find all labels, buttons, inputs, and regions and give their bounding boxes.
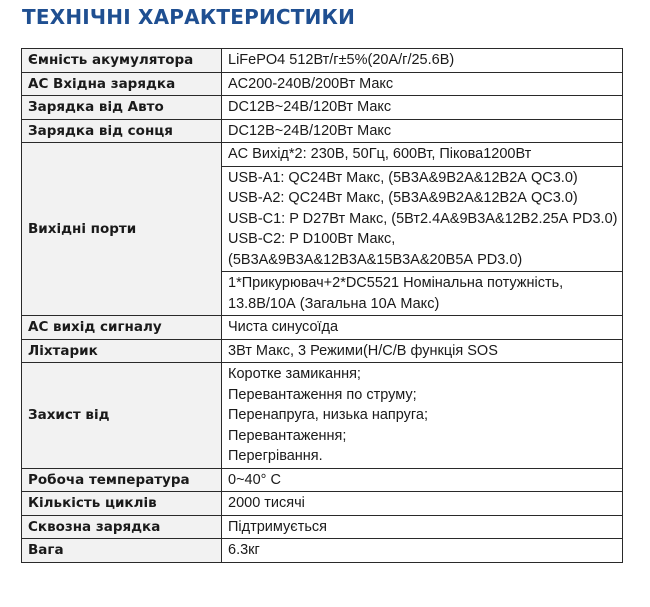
row-value: AC200-240В/200Вт Макс xyxy=(222,72,623,96)
table-row xyxy=(22,539,623,563)
output-ports-label: Вихідні порти xyxy=(22,143,222,316)
row-value: 3Вт Макс, 3 Режими(Н/С/В функція SOS xyxy=(222,339,623,363)
output-dc-value xyxy=(222,272,623,316)
usb-c2-line: USB-C2: P D100Вт Макс, xyxy=(228,231,396,247)
table-row xyxy=(22,492,623,516)
row-value: LiFePO4 512Вт/г±5%(20А/г/25.6В) xyxy=(222,49,623,73)
table-row-protection xyxy=(22,363,623,469)
row-value: 2000 тисячі xyxy=(222,492,623,516)
row-value: Чиста синусоїда xyxy=(222,316,623,340)
dc-output-text: 1*Прикурювач+2*DC5521 Номінальна потужність, 13.8В/10А (Загальна 10А Макс) xyxy=(228,275,564,312)
protection-item: Перевантаження; xyxy=(228,427,347,444)
row-label: Зарядка від сонця xyxy=(22,119,222,143)
row-value: DC12В~24В/120Вт Макс xyxy=(222,96,623,120)
usb-c2-detail-line: (5В3А&9В3А&12В3А&15В3А&20В5А PD3.0) xyxy=(228,251,523,268)
row-label: Ємність акумулятора xyxy=(22,49,222,73)
row-value: Підтримується xyxy=(222,515,623,539)
table-row xyxy=(22,339,623,363)
protection-item: Перевантаження по струму; xyxy=(228,386,417,403)
page-title: ТЕХНІЧНІ ХАРАКТЕРИСТИКИ xyxy=(22,5,356,29)
row-value: 6.3кг xyxy=(222,539,623,563)
protection-item: Перегрівання. xyxy=(228,448,323,464)
protection-label: Захист від xyxy=(22,363,222,469)
row-value: 0~40° С xyxy=(222,468,623,492)
table-row-output-ac xyxy=(22,143,623,167)
table-row xyxy=(22,119,623,143)
table-row xyxy=(22,49,623,73)
usb-a2-line: USB-A2: QC24Вт Макс, (5В3А&9В2А&12В2А QC3.0) xyxy=(228,190,578,206)
row-value: DC12В~24В/120Вт Макс xyxy=(222,119,623,143)
usb-c1-line: USB-C1: P D27Вт Макс, (5Вт2.4А&9В3А&12В2.25А PD3.0) xyxy=(228,210,618,227)
protection-value xyxy=(222,363,623,469)
table-row xyxy=(22,515,623,539)
table-row xyxy=(22,316,623,340)
output-usb-value xyxy=(222,166,623,272)
table-row xyxy=(22,96,623,120)
row-label: AC Вхідна зарядка xyxy=(22,72,222,96)
row-label: AC вихід сигналу xyxy=(22,316,222,340)
table-row xyxy=(22,72,623,96)
spec-table xyxy=(21,48,623,563)
row-label: Ліхтарик xyxy=(22,339,222,363)
row-label: Зарядка від Авто xyxy=(22,96,222,120)
row-label: Вага xyxy=(22,539,222,563)
protection-item: Перенапруга, низька напруга; xyxy=(228,407,428,423)
row-label: Кількість циклів xyxy=(22,492,222,516)
output-ac-value: AC Вихід*2: 230В, 50Гц, 600Вт, Пікова1200Вт xyxy=(222,143,623,167)
protection-item: Коротке замикання; xyxy=(228,366,361,382)
row-label: Робоча температура xyxy=(22,468,222,492)
usb-a1-line: USB-A1: QC24Вт Макс, (5В3А&9В2А&12В2А QC3.0) xyxy=(228,169,578,186)
table-row xyxy=(22,468,623,492)
row-label: Сквозна зарядка xyxy=(22,515,222,539)
